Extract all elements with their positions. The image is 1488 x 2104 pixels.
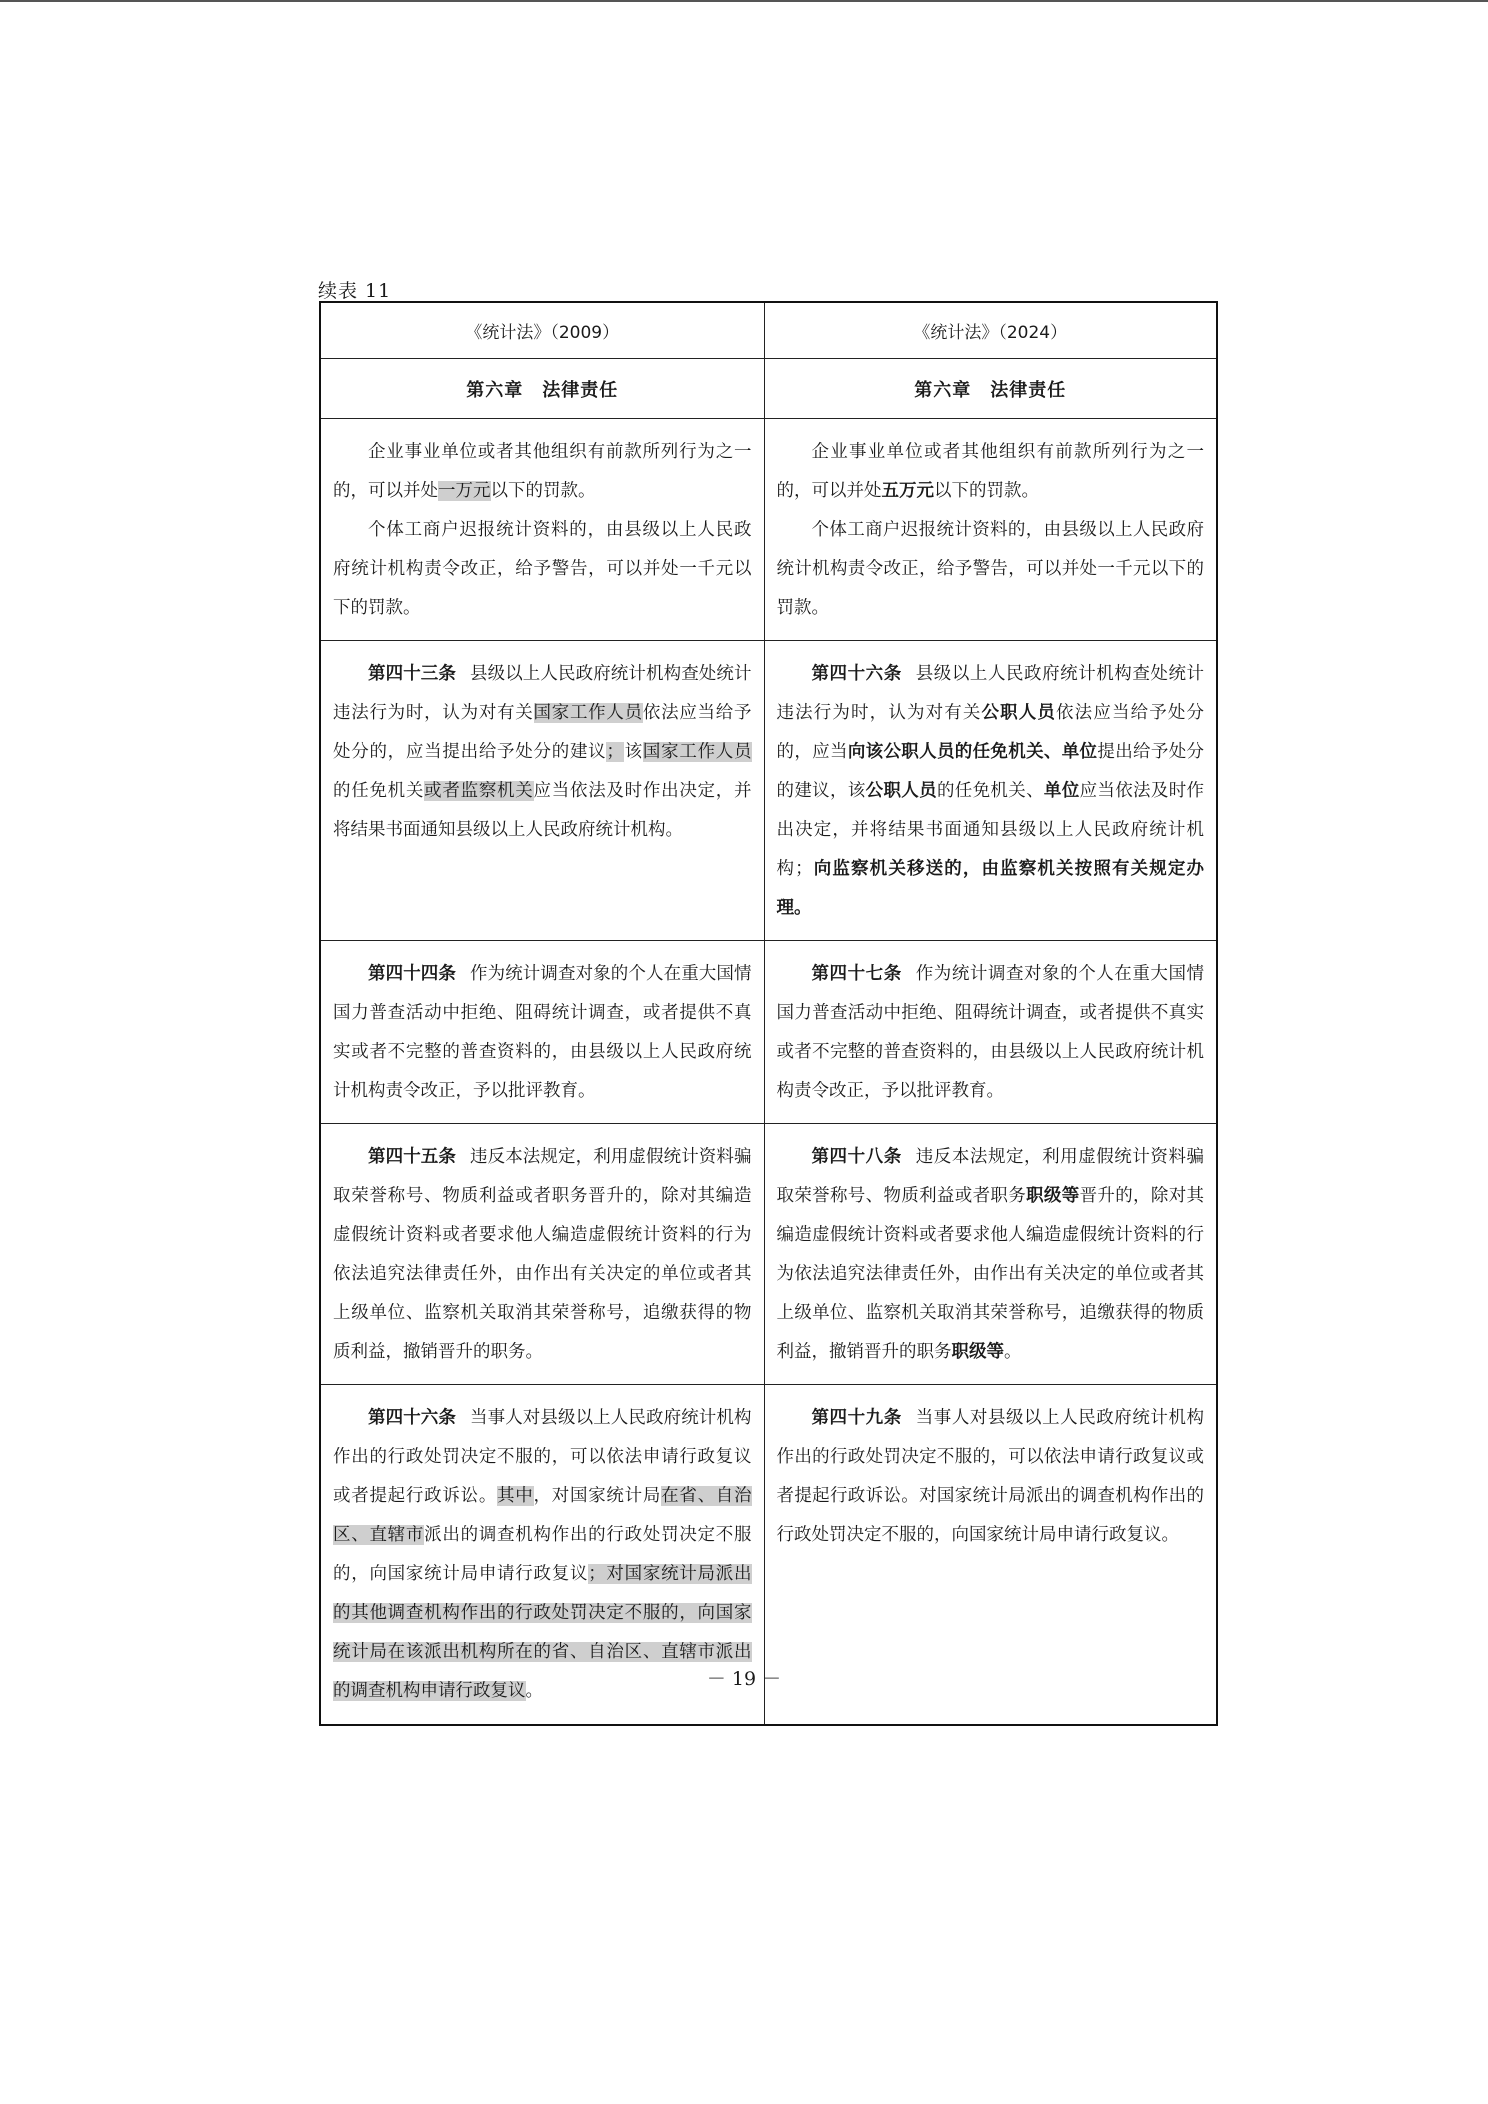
cell-2009 xyxy=(320,941,764,1124)
bold-text: 单位 xyxy=(1043,781,1080,801)
cell-2024 xyxy=(764,419,1217,641)
bold-text: 向该公职人员的任免机关、单位 xyxy=(847,742,1098,762)
highlighted-text: ； xyxy=(606,742,624,762)
chapter-row xyxy=(320,359,1217,419)
page-top-edge xyxy=(0,0,1488,2)
paragraph: 企业事业单位或者其他组织有前款所列行为之一的，可以并处五万元以下的罚款。 xyxy=(776,442,1204,501)
paragraph: 第四十六条 县级以上人民政府统计机构查处统计违法行为时，认为对有关公职人员依法应当给予处分的，应当向该公职人员的任免机关、单位提出给予处分的建议，该公职人员的任免机关、单位应当依法及时作出决定，并将结果书面通知县级以上人民政府统计机构；向监察机关移送的，由监察机关按照有关规定办理。 xyxy=(776,664,1205,918)
cell-2024 xyxy=(764,941,1217,1124)
paragraph: 个体工商户迟报统计资料的，由县级以上人民政府统计机构责令改正，给予警告，可以并处一千元以下的罚款。 xyxy=(333,520,752,618)
paragraph: 第四十五条 违反本法规定，利用虚假统计资料骗取荣誉称号、物质利益或者职务晋升的，除对其编造虚假统计资料或者要求他人编造虚假统计资料的行为依法追究法律责任外，由作出有关决定的单位或者其上级单位、监察机关取消其荣誉称号，追缴获得的物质利益，撤销晋升的职务。 xyxy=(333,1147,752,1362)
highlighted-text: 国家工作人员 xyxy=(642,742,752,762)
table-row xyxy=(320,941,1217,1124)
paragraph: 个体工商户迟报统计资料的，由县级以上人民政府统计机构责令改正，给予警告，可以并处一千元以下的罚款。 xyxy=(776,520,1204,618)
paragraph: 第四十八条 违反本法规定，利用虚假统计资料骗取荣誉称号、物质利益或者职务职级等晋升的，除对其编造虚假统计资料或者要求他人编造虚假统计资料的行为依法追究法律责任外，由作出有关决定的单位或者其上级单位、监察机关取消其荣誉称号，追缴获得的物质利益，撤销晋升的职务职级等。 xyxy=(776,1147,1205,1362)
cell-2024 xyxy=(764,1124,1217,1385)
bold-text: 职级等 xyxy=(1026,1186,1080,1206)
paragraph: 企业事业单位或者其他组织有前款所列行为之一的，可以并处一万元以下的罚款。 xyxy=(333,442,752,501)
highlighted-text: 或者监察机关 xyxy=(424,781,534,801)
paragraph: 第四十三条 县级以上人民政府统计机构查处统计违法行为时，认为对有关国家工作人员依法应当给予处分的，应当提出给予处分的建议；该国家工作人员的任免机关或者监察机关应当依法及时作出决定，并将结果书面通知县级以上人民政府统计机构。 xyxy=(333,664,752,840)
highlighted-text: 在省、自治区、直辖市 xyxy=(333,1486,752,1545)
paragraph: 第四十七条 作为统计调查对象的个人在重大国情国力普查活动中拒绝、阻碍统计调查，或者提供不真实或者不完整的普查资料的，由县级以上人民政府统计机构责令改正，予以批评教育。 xyxy=(776,964,1204,1101)
highlighted-text: 一万元 xyxy=(438,481,491,501)
table-row xyxy=(320,641,1217,941)
cell-2024 xyxy=(764,641,1217,941)
bold-text: 五万元 xyxy=(881,481,934,501)
article-number: 第四十五条 xyxy=(368,1147,456,1167)
table-row xyxy=(320,419,1217,641)
cell-2009 xyxy=(320,419,764,641)
paragraph: 第四十六条 当事人对县级以上人民政府统计机构作出的行政处罚决定不服的，可以依法申请行政复议或者提起行政诉讼。其中，对国家统计局在省、自治区、直辖市派出的调查机构作出的行政处罚决定不服的，向国家统计局申请行政复议；对国家统计局派出的其他调查机构作出的行政处罚决定不服的，向国家统计局在该派出机构所在的省、自治区、直辖市派出的调查机构申请行政复议。 xyxy=(333,1408,752,1701)
highlighted-text: 国家工作人员 xyxy=(533,703,643,723)
article-number: 第四十九条 xyxy=(811,1408,902,1428)
bold-text: 职级等 xyxy=(951,1342,1004,1362)
bold-text: 公职人员 xyxy=(865,781,937,801)
highlighted-text: 其中 xyxy=(497,1486,534,1506)
article-number: 第四十四条 xyxy=(368,964,456,984)
header-2024: 《统计法》（2024） xyxy=(764,302,1217,359)
table-header-row xyxy=(320,302,1217,359)
article-number: 第四十三条 xyxy=(368,664,456,684)
cell-2009 xyxy=(320,641,764,941)
article-number: 第四十六条 xyxy=(368,1408,456,1428)
table-caption: 续表 11 xyxy=(318,280,392,302)
comparison-table xyxy=(319,301,1218,1726)
article-number: 第四十八条 xyxy=(811,1147,902,1167)
bold-text: 向监察机关移送的，由监察机关按照有关规定办理。 xyxy=(776,859,1205,918)
highlighted-text: ；对国家统计局派出的其他调查机构作出的行政处罚决定不服的，向国家统计局在该派出机构所在的省、自治区、直辖市派出的调查机构申请行政复议 xyxy=(333,1564,752,1701)
article-number: 第四十七条 xyxy=(811,964,902,984)
table-row xyxy=(320,1124,1217,1385)
chapter-title-2024: 第六章 法律责任 xyxy=(914,379,1067,401)
paragraph: 第四十九条 当事人对县级以上人民政府统计机构作出的行政处罚决定不服的，可以依法申请行政复议或者提起行政诉讼。对国家统计局派出的调查机构作出的行政处罚决定不服的，向国家统计局申请行政复议。 xyxy=(776,1408,1204,1545)
page-number: － 19 － xyxy=(706,1668,782,1690)
bold-text: 公职人员 xyxy=(981,703,1057,723)
article-number: 第四十六条 xyxy=(811,664,902,684)
paragraph: 第四十四条 作为统计调查对象的个人在重大国情国力普查活动中拒绝、阻碍统计调查，或者提供不真实或者不完整的普查资料的，由县级以上人民政府统计机构责令改正，予以批评教育。 xyxy=(333,964,752,1101)
cell-2009 xyxy=(320,1124,764,1385)
chapter-title-2009: 第六章 法律责任 xyxy=(466,379,619,401)
header-2009: 《统计法》（2009） xyxy=(320,302,764,359)
